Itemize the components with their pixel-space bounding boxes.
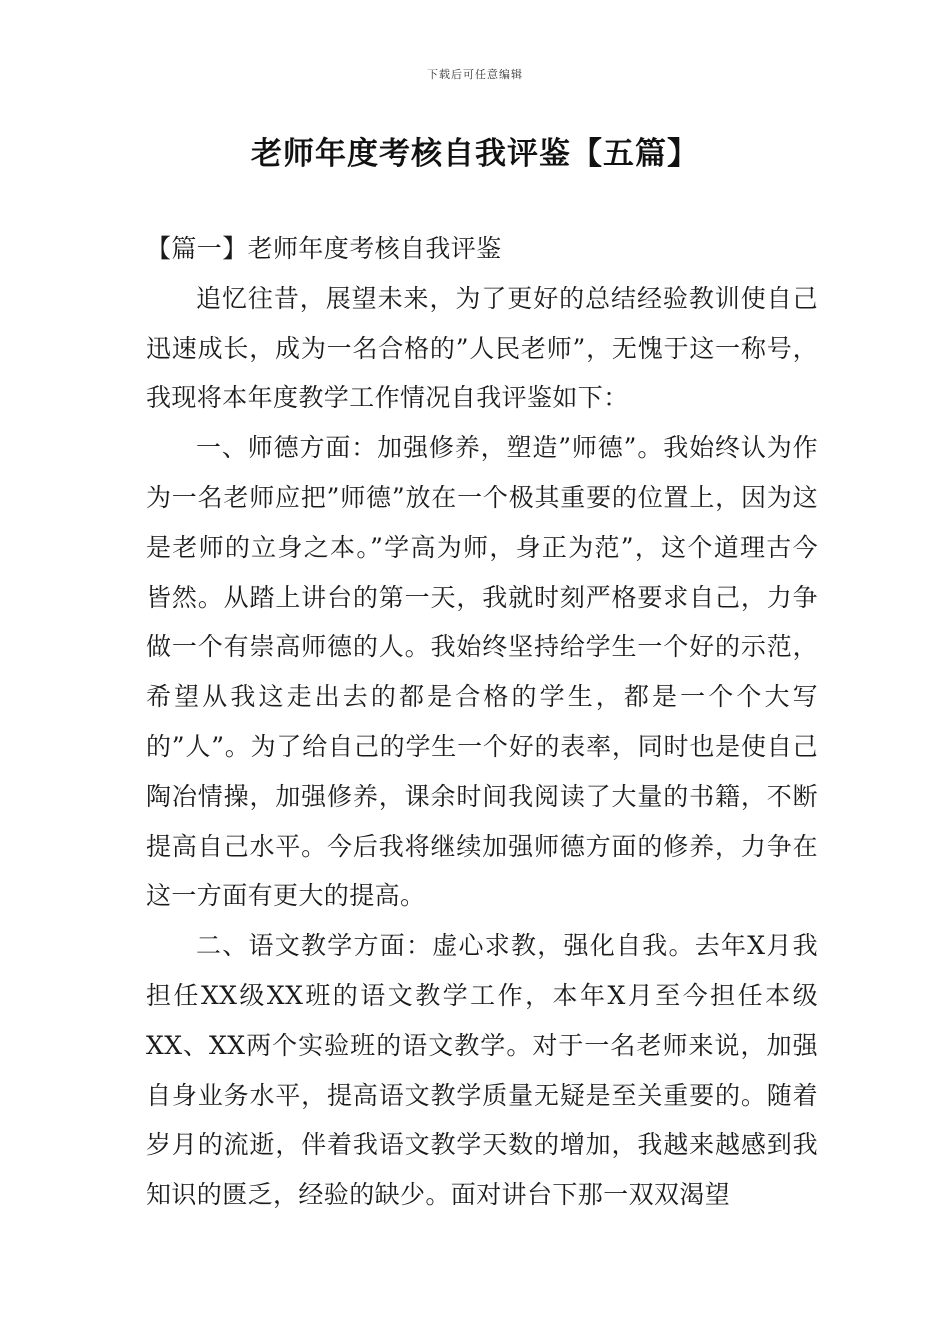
document-title: 老师年度考核自我评鉴【五篇】 <box>251 136 699 172</box>
document-body <box>146 224 818 1220</box>
paragraph-intro: 追忆往昔，展望未来，为了更好的总结经验教训使自己迅速成长，成为一名合格的”人民老师”，无愧于这一称号，我现将本年度教学工作情况自我评鉴如下： <box>146 283 818 413</box>
section-heading: 【篇一】老师年度考核自我评鉴 <box>146 234 502 263</box>
paragraph-teacher-ethics: 一、师德方面：加强修养，塑造”师德”。我始终认为作为一名老师应把”师德”放在一个极其重要的位置上，因为这是老师的立身之本。”学高为师，身正为范”，这个道理古今皆然。从踏上讲台的第一天，我就时刻严格要求自己，力争做一个有崇高师德的人。我始终坚持给学生一个好的示范，希望从我这走出去的都是合格的学生，都是一个个大写的”人”。为了给自己的学生一个好的表率，同时也是使自己陶冶情操，加强修养，课余时间我阅读了大量的书籍，不断提高自己水平。今后我将继续加强师德方面的修养，力争在这一方面有更大的提高。 <box>146 433 818 911</box>
header-note: 下载后可任意编辑 <box>427 68 523 81</box>
paragraph-chinese-teaching: 二、语文教学方面：虚心求教，强化自我。去年X月我担任XX级XX班的语文教学工作，本年X月至今担任本级XX、XX两个实验班的语文教学。对于一名老师来说，加强自身业务水平，提高语文教学质量无疑是至关重要的。随着岁月的流逝，伴着我语文教学天数的增加，我越来越感到我知识的匮乏，经验的缺少。面对讲台下那一双双渴望 <box>146 931 818 1210</box>
